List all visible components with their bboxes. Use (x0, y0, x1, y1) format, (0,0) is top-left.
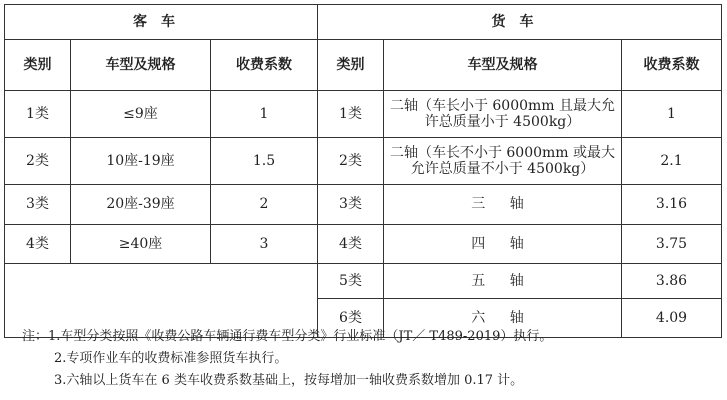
truck-model-line: 允许总质量不小于 4500kg） (410, 161, 595, 177)
truck-class-cell: 4类 (318, 225, 384, 264)
bus-class-cell: 4类 (5, 225, 71, 264)
bus-model-cell: ≥40座 (71, 225, 211, 264)
truck-class-cell: 6类 (318, 299, 384, 338)
bus-coef-cell: 2 (211, 185, 318, 225)
truck-coef-cell: 4.09 (622, 299, 722, 338)
truck-model-cell (384, 138, 622, 185)
bus-model-cell: 10座-19座 (71, 138, 211, 185)
truck-class-cell: 5类 (318, 264, 384, 299)
truck-coef-cell: 3.86 (622, 264, 722, 299)
bus-coef-cell: 1.5 (211, 138, 318, 185)
note-line-1: 注：1.车型分类按照《收费公路车辆通行费车型分类》行业标准（JT／ T489-2019）执行。 (22, 329, 553, 344)
table-row (5, 264, 722, 299)
table-row (5, 185, 722, 225)
truck-model-cell (384, 91, 622, 138)
truck-model-cell: 六 轴 (384, 299, 622, 338)
bus-class-cell: 1类 (5, 91, 71, 138)
bus-group-header: 客车 (5, 5, 318, 40)
truck-class-cell: 1类 (318, 91, 384, 138)
truck-coef-header: 收费系数 (622, 40, 722, 91)
truck-coef-cell: 3.16 (622, 185, 722, 225)
truck-group-header: 货车 (318, 5, 722, 40)
truck-model-cell: 三 轴 (384, 185, 622, 225)
note-line-3: 3.六轴以上货车在 6 类车收费系数基础上，按每增加一轴收费系数增加 0.17 计。 (54, 373, 524, 388)
truck-model-header: 车型及规格 (384, 40, 622, 91)
table-row (5, 138, 722, 185)
truck-model-line: 许总质量小于 4500kg） (424, 114, 581, 130)
fee-coefficient-table (4, 4, 722, 338)
truck-model-cell: 五 轴 (384, 264, 622, 299)
bus-class-cell: 3类 (5, 185, 71, 225)
bus-coef-cell: 1 (211, 91, 318, 138)
truck-class-header: 类别 (318, 40, 384, 91)
bus-model-header: 车型及规格 (71, 40, 211, 91)
bus-coef-cell: 3 (211, 225, 318, 264)
truck-coef-cell: 2.1 (622, 138, 722, 185)
bus-model-cell: ≤9座 (71, 91, 211, 138)
truck-model-line: 二轴（车长不小于 6000mm 或最大 (389, 144, 616, 161)
notes-section (22, 326, 722, 392)
truck-coef-cell: 3.75 (622, 225, 722, 264)
bus-coef-header: 收费系数 (211, 40, 318, 91)
truck-class-cell: 2类 (318, 138, 384, 185)
table-row (5, 225, 722, 264)
truck-model-line: 二轴（车长小于 6000mm 且最大允 (389, 97, 616, 114)
truck-model-cell: 四 轴 (384, 225, 622, 264)
truck-coef-cell: 1 (622, 91, 722, 138)
bus-class-cell: 2类 (5, 138, 71, 185)
bus-class-header: 类别 (5, 40, 71, 91)
bus-model-cell: 20座-39座 (71, 185, 211, 225)
truck-class-cell: 3类 (318, 185, 384, 225)
note-line-2: 2.专项作业车的收费标准参照货车执行。 (54, 351, 288, 366)
table-row (5, 91, 722, 138)
